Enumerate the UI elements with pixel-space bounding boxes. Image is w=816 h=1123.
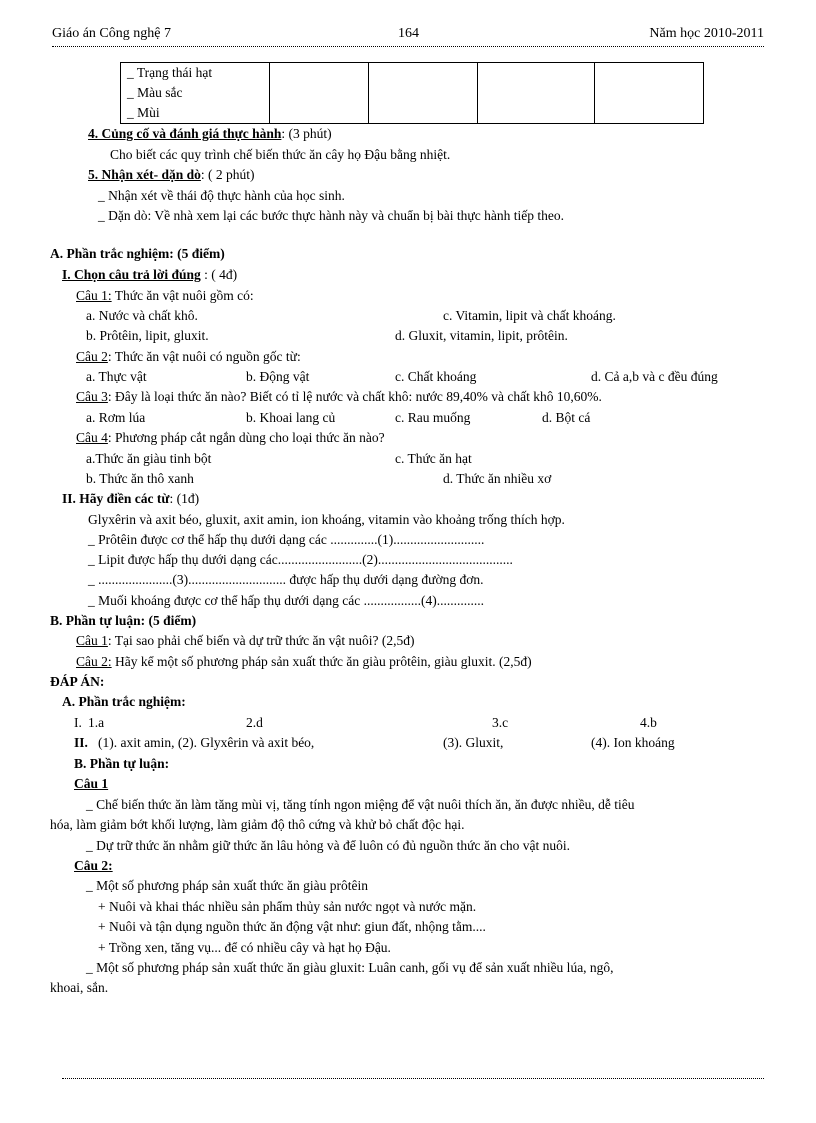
part-a-heading: A. Phần trắc nghiệm: (5 điểm) xyxy=(50,246,225,261)
section-5-line: _ Dặn dò: Về nhà xem lại các bước thực hành này và chuẩn bị bài thực hành tiếp theo. xyxy=(98,208,564,223)
part-ii-heading: II. Hãy điền các từ: (1đ) xyxy=(62,491,200,506)
option: c. Thức ăn hạt xyxy=(395,451,472,466)
section-4-heading: 4. Củng cố và đánh giá thực hành: (3 phút) xyxy=(88,126,332,141)
option: a. Nước và chất khô. xyxy=(86,308,198,323)
option: c. Vitamin, lipit và chất khoáng. xyxy=(443,308,616,323)
answer-paragraph: khoai, sắn. xyxy=(50,980,109,995)
section-4-text: Cho biết các quy trình chế biến thức ăn cây họ Đậu bằng nhiệt. xyxy=(110,147,451,162)
page-number: 164 xyxy=(398,26,419,41)
criteria-item: _ Trạng thái hạt xyxy=(127,65,213,80)
option: d. Cả a,b và c đều đúng xyxy=(591,369,718,384)
answer-item: (4). Ion khoáng xyxy=(591,735,675,750)
fill-intro: Glyxêrin và axit béo, gluxit, axit amin, ion khoáng, vitamin vào khoảng trống thích hợp. xyxy=(88,512,565,527)
option: a. Thực vật xyxy=(86,369,147,384)
option: b. Khoai lang củ xyxy=(246,410,336,425)
essay-question-1: Câu 1: Tại sao phải chế biến và dự trữ thức ăn vật nuôi? (2,5đ) xyxy=(76,633,415,648)
part-i-heading: I. Chọn câu trả lời đúng : ( 4đ) xyxy=(62,267,238,282)
question-2: Câu 2: Thức ăn vật nuôi có nguồn gốc từ: xyxy=(76,349,301,364)
criteria-item: _ Mùi xyxy=(127,105,160,120)
fill-line: _ Lipit được hấp thụ dưới dạng các.........................(2)........................................ xyxy=(88,552,513,567)
school-year: Năm học 2010-2011 xyxy=(649,26,764,41)
essay-question-2: Câu 2: Hãy kể một số phương pháp sản xuất thức ăn giàu prôtêin, giàu gluxit. (2,5đ) xyxy=(76,654,532,669)
footer-dotted-line xyxy=(62,1078,764,1079)
table-cell xyxy=(595,63,704,124)
option: b. Prôtêin, lipit, gluxit. xyxy=(86,328,209,343)
answer-part-b-heading: B. Phần tự luận: xyxy=(74,756,170,771)
criteria-item: _ Màu sắc xyxy=(127,85,183,100)
question-1: Câu 1: Thức ăn vật nuôi gồm có: xyxy=(76,288,254,303)
answer-question-1-label: Câu 1 xyxy=(74,776,109,791)
answer-paragraph: _ Một số phương pháp sản xuất thức ăn giàu prôtêin xyxy=(86,878,368,893)
answer-item: (3). Gluxit, xyxy=(443,735,504,750)
answer-bullet: + Nuôi và tận dụng nguồn thức ăn động vật như: giun đất, nhộng tằm.... xyxy=(98,919,486,934)
option: b. Động vật xyxy=(246,369,310,384)
observation-table xyxy=(120,62,704,124)
answer-bullet: + Nuôi và khai thác nhiều sản phẩm thủy sản nước ngọt và nước mặn. xyxy=(98,899,477,914)
answer-paragraph: _ Dự trữ thức ăn nhằm giữ thức ăn lâu hỏng và để luôn có đủ nguồn thức ăn cho vật nuôi. xyxy=(86,838,571,853)
answer-item: 1.a xyxy=(88,715,105,730)
option: d. Gluxit, vitamin, lipit, prôtêin. xyxy=(395,328,568,343)
section-5-line: _ Nhận xét về thái độ thực hành của học sinh. xyxy=(98,188,345,203)
option: d. Bột cá xyxy=(542,410,591,425)
option: a.Thức ăn giàu tinh bột xyxy=(86,451,212,466)
option: b. Thức ăn thô xanh xyxy=(86,471,194,486)
section-5-heading: 5. Nhận xét- dặn dò: ( 2 phút) xyxy=(88,167,255,182)
page-header xyxy=(52,24,764,47)
table-cell xyxy=(369,63,478,124)
answer-question-2-label: Câu 2: xyxy=(74,858,113,873)
fill-line: _ Prôtêin được cơ thể hấp thụ dưới dạng các ..............(1)........................... xyxy=(88,532,485,547)
answer-ii-label: II. xyxy=(74,735,88,750)
option: a. Rơm lúa xyxy=(86,410,146,425)
question-4: Câu 4: Phương pháp cắt ngắn dùng cho loại thức ăn nào? xyxy=(76,430,385,445)
answer-item: 2.d xyxy=(246,715,263,730)
answer-part-a-heading: A. Phần trắc nghiệm: xyxy=(62,694,186,709)
part-b-heading: B. Phần tự luận: (5 điểm) xyxy=(50,613,197,628)
answer-bullet: + Trồng xen, tăng vụ... để có nhiều cây và hạt họ Đậu. xyxy=(98,940,391,955)
option: d. Thức ăn nhiều xơ xyxy=(443,471,552,486)
header-title: Giáo án Công nghệ 7 xyxy=(52,26,171,41)
option: c. Chất khoáng xyxy=(395,369,477,384)
answer-paragraph: _ Chế biến thức ăn làm tăng mùi vị, tăng tính ngon miệng để vật nuôi thích ăn, ăn được nhiều, dễ tiêu xyxy=(86,797,635,812)
answer-paragraph: hóa, làm giảm bớt khối lượng, làm giảm độ thô cứng và khử bỏ chất độc hại. xyxy=(50,817,465,832)
fill-line: _ ......................(3)............................. được hấp thụ dưới dạng đường đơn. xyxy=(88,572,484,587)
option: c. Rau muống xyxy=(395,410,471,425)
fill-line: _ Muối khoáng được cơ thể hấp thụ dưới dạng các .................(4).............. xyxy=(88,593,484,608)
question-3: Câu 3: Đây là loại thức ăn nào? Biết có tỉ lệ nước và chất khô: nước 89,40% và chất khô 10,60%. xyxy=(76,389,602,404)
answer-item: 4.b xyxy=(640,715,657,730)
table-cell xyxy=(270,63,369,124)
criteria-cell xyxy=(121,63,270,124)
answer-item: 3.c xyxy=(492,715,509,730)
answer-key-heading: ĐÁP ÁN: xyxy=(50,674,105,689)
answer-i-label: I. xyxy=(74,715,82,730)
answer-paragraph: _ Một số phương pháp sản xuất thức ăn giàu gluxit: Luân canh, gối vụ để sản xuất nhiều lúa, ngô, xyxy=(86,960,614,975)
table-cell xyxy=(478,63,595,124)
table-row xyxy=(121,63,704,124)
answer-item: (1). axit amin, (2). Glyxêrin và axit béo, xyxy=(98,735,315,750)
